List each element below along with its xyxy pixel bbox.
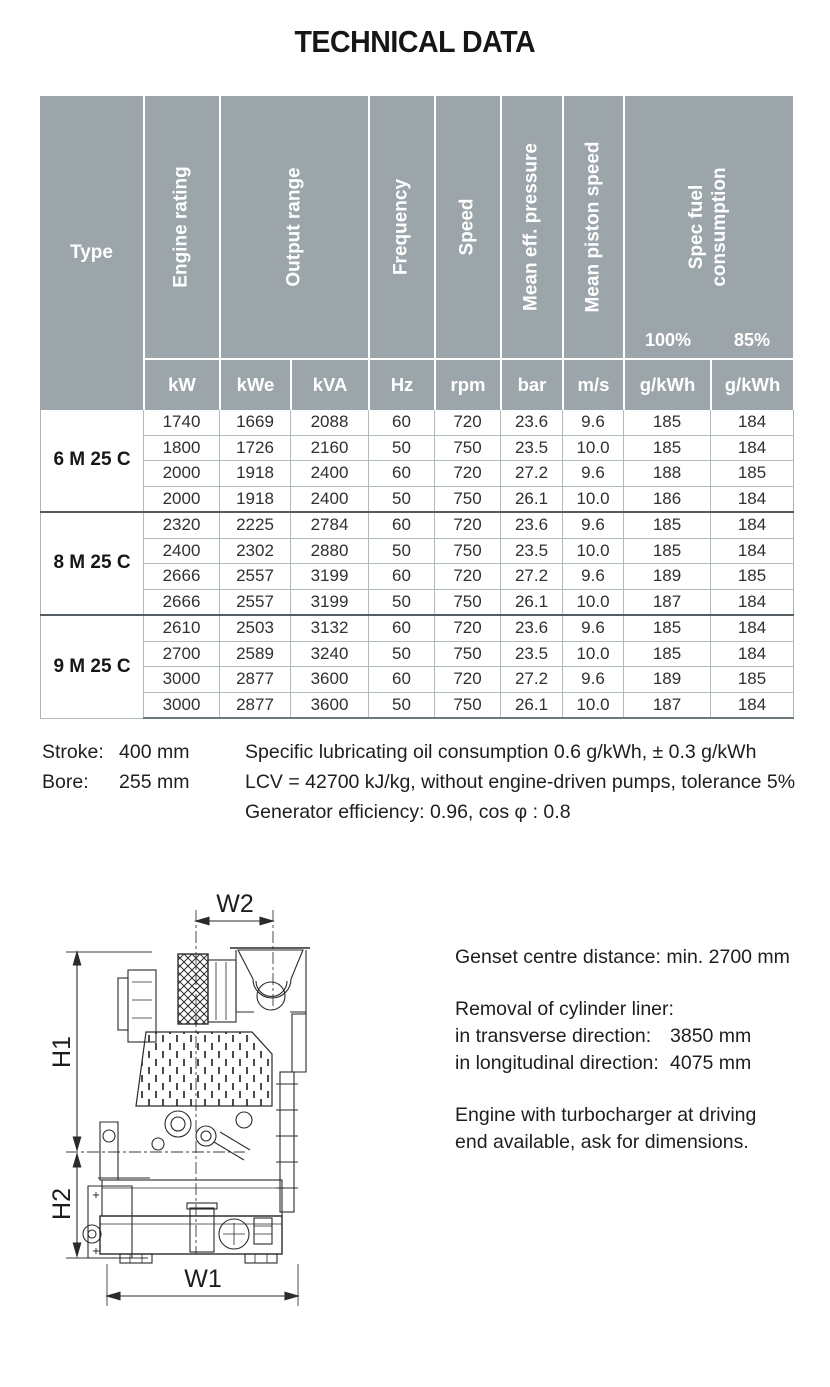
table-row (41, 435, 794, 461)
table-cell: 184 (711, 410, 794, 435)
stroke-row (42, 737, 189, 767)
table-row (41, 512, 794, 538)
table-cell: 3199 (291, 564, 369, 590)
charge-air-cooler (178, 954, 208, 1024)
table-cell: 720 (435, 667, 501, 693)
table-cell: 720 (435, 410, 501, 435)
table-row (41, 564, 794, 590)
table-cell: 720 (435, 615, 501, 641)
spacer (455, 1077, 805, 1102)
bracket-hole (103, 1130, 115, 1142)
table-cell: 3000 (144, 692, 220, 718)
unit-cell: g/kWh (710, 358, 793, 410)
engine-type-cell: 9 M 25 C (41, 615, 144, 718)
unit-cell: kWe (219, 358, 290, 410)
table-cell: 2225 (220, 512, 291, 538)
dim-label-h1: H1 (48, 1036, 76, 1068)
arrowhead (196, 917, 209, 925)
table-cell: 2877 (220, 692, 291, 718)
pipe-diagonal (214, 1132, 250, 1160)
arrowhead (260, 917, 273, 925)
engine-drawing (40, 882, 420, 1317)
table-cell: 720 (435, 564, 501, 590)
table-cell: 184 (711, 692, 794, 718)
table-cell: 10.0 (563, 589, 624, 615)
page-title: TECHNICAL DATA (294, 24, 536, 59)
table-row (41, 410, 794, 435)
table-cell: 1800 (144, 435, 220, 461)
air-intake-funnel (238, 950, 303, 998)
gear-wheel (165, 1111, 191, 1137)
table-cell: 3132 (291, 615, 369, 641)
pump-cylinder (190, 1208, 214, 1252)
table-cell: 50 (369, 641, 435, 667)
base-frame (100, 1216, 282, 1254)
table-cell: 1669 (220, 410, 291, 435)
spec-fuel-load-labels (625, 330, 793, 351)
table-cell: 750 (435, 589, 501, 615)
table-cell: 23.6 (501, 615, 563, 641)
table-cell: 2880 (291, 538, 369, 564)
col-header-engine-rating: Engine rating (143, 96, 219, 358)
col-header-mean-piston-speed: Mean piston speed (562, 96, 623, 358)
table-cell: 2877 (220, 667, 291, 693)
spacer (455, 971, 805, 996)
unit-cell: kVA (290, 358, 368, 410)
consumption-notes (245, 737, 795, 827)
table-cell: 2000 (144, 461, 220, 487)
table-cell: 9.6 (563, 512, 624, 538)
table-cell: 3199 (291, 589, 369, 615)
col-header-spec-fuel-consumption (623, 96, 793, 358)
table-cell: 60 (369, 512, 435, 538)
table-cell: 9.6 (563, 615, 624, 641)
unit-cell: rpm (434, 358, 500, 410)
table-cell: 9.6 (563, 410, 624, 435)
table-cell: 184 (711, 435, 794, 461)
engine-type-cell: 6 M 25 C (41, 410, 144, 512)
turbo-note-line: end available, ask for dimensions. (455, 1131, 749, 1153)
table-cell: 185 (624, 410, 711, 435)
left-bracket (100, 1122, 118, 1180)
table-cell: 3240 (291, 641, 369, 667)
table-cell: 720 (435, 512, 501, 538)
table-cell: 1918 (220, 486, 291, 512)
valve-block (254, 1218, 272, 1244)
engine-type-cell: 8 M 25 C (41, 512, 144, 615)
table-cell: 2784 (291, 512, 369, 538)
removal-row (455, 1050, 805, 1077)
table-cell: 26.1 (501, 589, 563, 615)
table-row (41, 641, 794, 667)
arrowhead (73, 1137, 80, 1150)
engine-dimension-drawing (40, 882, 420, 1322)
right-panel (292, 1014, 306, 1072)
engine-foot (245, 1254, 277, 1263)
valve-detail (254, 1226, 272, 1234)
gear-wheel (236, 1112, 252, 1128)
table-cell: 23.5 (501, 538, 563, 564)
arrowhead (73, 1243, 80, 1256)
dim-label-w2: W2 (216, 890, 254, 918)
table-cell: 10.0 (563, 538, 624, 564)
table-cell: 2000 (144, 486, 220, 512)
table-cell: 184 (711, 615, 794, 641)
table-cell: 185 (711, 667, 794, 693)
table-cell: 185 (624, 512, 711, 538)
removal-title: Removal of cylinder liner: (455, 998, 674, 1020)
table-cell: 26.1 (501, 486, 563, 512)
table-cell: 23.5 (501, 641, 563, 667)
table-cell: 3600 (291, 692, 369, 718)
arrowhead (73, 1154, 80, 1167)
removal-label: in transverse direction: (455, 1025, 652, 1047)
bore-label: Bore: (42, 771, 89, 793)
arrowhead (107, 1292, 120, 1300)
table-cell: 1726 (220, 435, 291, 461)
table-cell: 2503 (220, 615, 291, 641)
air-duct (136, 1032, 272, 1106)
table-cell: 185 (711, 564, 794, 590)
table-cell: 184 (711, 641, 794, 667)
table-cell: 2557 (220, 589, 291, 615)
stroke-value: 400 mm (119, 741, 190, 763)
table-cell: 189 (624, 564, 711, 590)
unit-cell: Hz (368, 358, 434, 410)
table-cell: 750 (435, 692, 501, 718)
table-cell: 2088 (291, 410, 369, 435)
table-cell: 60 (369, 461, 435, 487)
tank-marks (93, 1192, 99, 1254)
unit-cell: g/kWh (623, 358, 710, 410)
table-cell: 60 (369, 667, 435, 693)
table-cell: 9.6 (563, 461, 624, 487)
arrowhead (285, 1292, 298, 1300)
col-header-type: Type (70, 242, 113, 263)
table-cell: 10.0 (563, 641, 624, 667)
table-cell: 50 (369, 692, 435, 718)
table-header (40, 96, 793, 410)
col-header-speed: Speed (434, 96, 500, 358)
unit-cell: m/s (562, 358, 623, 410)
table-cell: 185 (624, 641, 711, 667)
turbo-note-line: Engine with turbocharger at driving (455, 1104, 757, 1126)
table-cell: 2666 (144, 589, 220, 615)
table-cell: 27.2 (501, 564, 563, 590)
note-line: Generator efficiency: 0.96, cos φ : 0.8 (245, 801, 571, 823)
table-cell: 27.2 (501, 667, 563, 693)
bore-row (42, 767, 189, 797)
dim-label-h2: H2 (48, 1188, 76, 1220)
table-cell: 2400 (144, 538, 220, 564)
table-cell: 185 (624, 435, 711, 461)
table-cell: 50 (369, 589, 435, 615)
gear-wheel (152, 1138, 164, 1150)
removal-value: 4075 mm (670, 1052, 752, 1074)
table-cell: 9.6 (563, 564, 624, 590)
load-85-label: 85% (733, 330, 770, 350)
table-row (41, 589, 794, 615)
table-cell: 750 (435, 435, 501, 461)
table-cell: 2610 (144, 615, 220, 641)
left-cabinet (128, 970, 156, 1042)
pipe-flanges (276, 1084, 298, 1188)
spec-fuel-label: Spec fuel consumption (686, 167, 730, 287)
table-cell: 750 (435, 538, 501, 564)
table-cell: 186 (624, 486, 711, 512)
housing-detail (216, 962, 226, 1020)
crankcase (102, 1180, 282, 1216)
table-cell: 187 (624, 692, 711, 718)
note-line: Specific lubricating oil consumption 0.6 g/kWh, ± 0.3 g/kWh (245, 741, 757, 763)
table-cell: 50 (369, 435, 435, 461)
pulley-cross (223, 1223, 245, 1245)
note-line: LCV = 42700 kJ/kg, without engine-driven pumps, tolerance 5% (245, 771, 796, 793)
table-cell: 10.0 (563, 486, 624, 512)
table-row (41, 615, 794, 641)
table-cell: 1918 (220, 461, 291, 487)
table-cell: 3600 (291, 667, 369, 693)
table-cell: 26.1 (501, 692, 563, 718)
table-cell: 2589 (220, 641, 291, 667)
cabinet-detail (132, 982, 152, 1018)
table-body-table (40, 410, 794, 719)
foot-detail (130, 1254, 267, 1263)
table-cell: 2557 (220, 564, 291, 590)
arrowhead (73, 952, 80, 965)
pump-circle-inner (88, 1230, 96, 1238)
table-cell: 184 (711, 512, 794, 538)
left-cabinet-small (118, 978, 128, 1030)
table-cell: 50 (369, 486, 435, 512)
table-cell: 60 (369, 410, 435, 435)
col-header-output-range: Output range (219, 96, 368, 358)
table-body (41, 410, 794, 718)
table-cell: 750 (435, 641, 501, 667)
col-header-frequency: Frequency (368, 96, 434, 358)
removal-value: 3850 mm (670, 1025, 752, 1047)
table-cell: 50 (369, 538, 435, 564)
table-cell: 10.0 (563, 692, 624, 718)
table-cell: 2302 (220, 538, 291, 564)
table-cell: 10.0 (563, 435, 624, 461)
removal-row (455, 1023, 805, 1050)
table-cell: 750 (435, 486, 501, 512)
table-cell: 1740 (144, 410, 220, 435)
table-cell: 2700 (144, 641, 220, 667)
genset-centre-distance: Genset centre distance: min. 2700 mm (455, 946, 790, 968)
table-cell: 187 (624, 589, 711, 615)
table-cell: 185 (624, 615, 711, 641)
table-cell: 2400 (291, 461, 369, 487)
stroke-bore-block (42, 737, 189, 797)
table-cell: 185 (711, 461, 794, 487)
table-row (41, 692, 794, 718)
table-cell: 60 (369, 615, 435, 641)
engine-body (83, 948, 310, 1263)
table-cell: 3000 (144, 667, 220, 693)
table-cell: 185 (624, 538, 711, 564)
unit-cell: kW (143, 358, 219, 410)
gear-wheel-inner (171, 1117, 185, 1131)
pump-circle (83, 1225, 101, 1243)
table-cell: 184 (711, 486, 794, 512)
gear-wheel (196, 1126, 216, 1146)
table-cell: 189 (624, 667, 711, 693)
gear-wheel-inner (201, 1131, 211, 1141)
table-cell: 2320 (144, 512, 220, 538)
table-cell: 720 (435, 461, 501, 487)
table-row (41, 667, 794, 693)
table-cell: 27.2 (501, 461, 563, 487)
table-cell: 9.6 (563, 667, 624, 693)
col-header-mean-eff-pressure: Mean eff. pressure (500, 96, 562, 358)
table-row (41, 461, 794, 487)
removal-label: in longitudinal direction: (455, 1052, 659, 1074)
table-cell: 60 (369, 564, 435, 590)
table-cell: 2666 (144, 564, 220, 590)
table-row (41, 538, 794, 564)
table-cell: 23.6 (501, 512, 563, 538)
left-tank (88, 1186, 132, 1258)
table-cell: 23.5 (501, 435, 563, 461)
table-cell: 2160 (291, 435, 369, 461)
genset-notes-block (455, 944, 805, 1156)
stroke-label: Stroke: (42, 741, 104, 763)
load-100-label: 100% (644, 330, 691, 350)
dim-label-w1: W1 (184, 1265, 222, 1293)
unit-cell: bar (500, 358, 562, 410)
technical-data-table (40, 96, 793, 719)
cooler-housing (208, 960, 236, 1022)
table-cell: 184 (711, 589, 794, 615)
table-row (41, 486, 794, 512)
table-cell: 184 (711, 538, 794, 564)
table-cell: 23.6 (501, 410, 563, 435)
table-cell: 188 (624, 461, 711, 487)
bore-value: 255 mm (119, 771, 190, 793)
table-cell: 2400 (291, 486, 369, 512)
